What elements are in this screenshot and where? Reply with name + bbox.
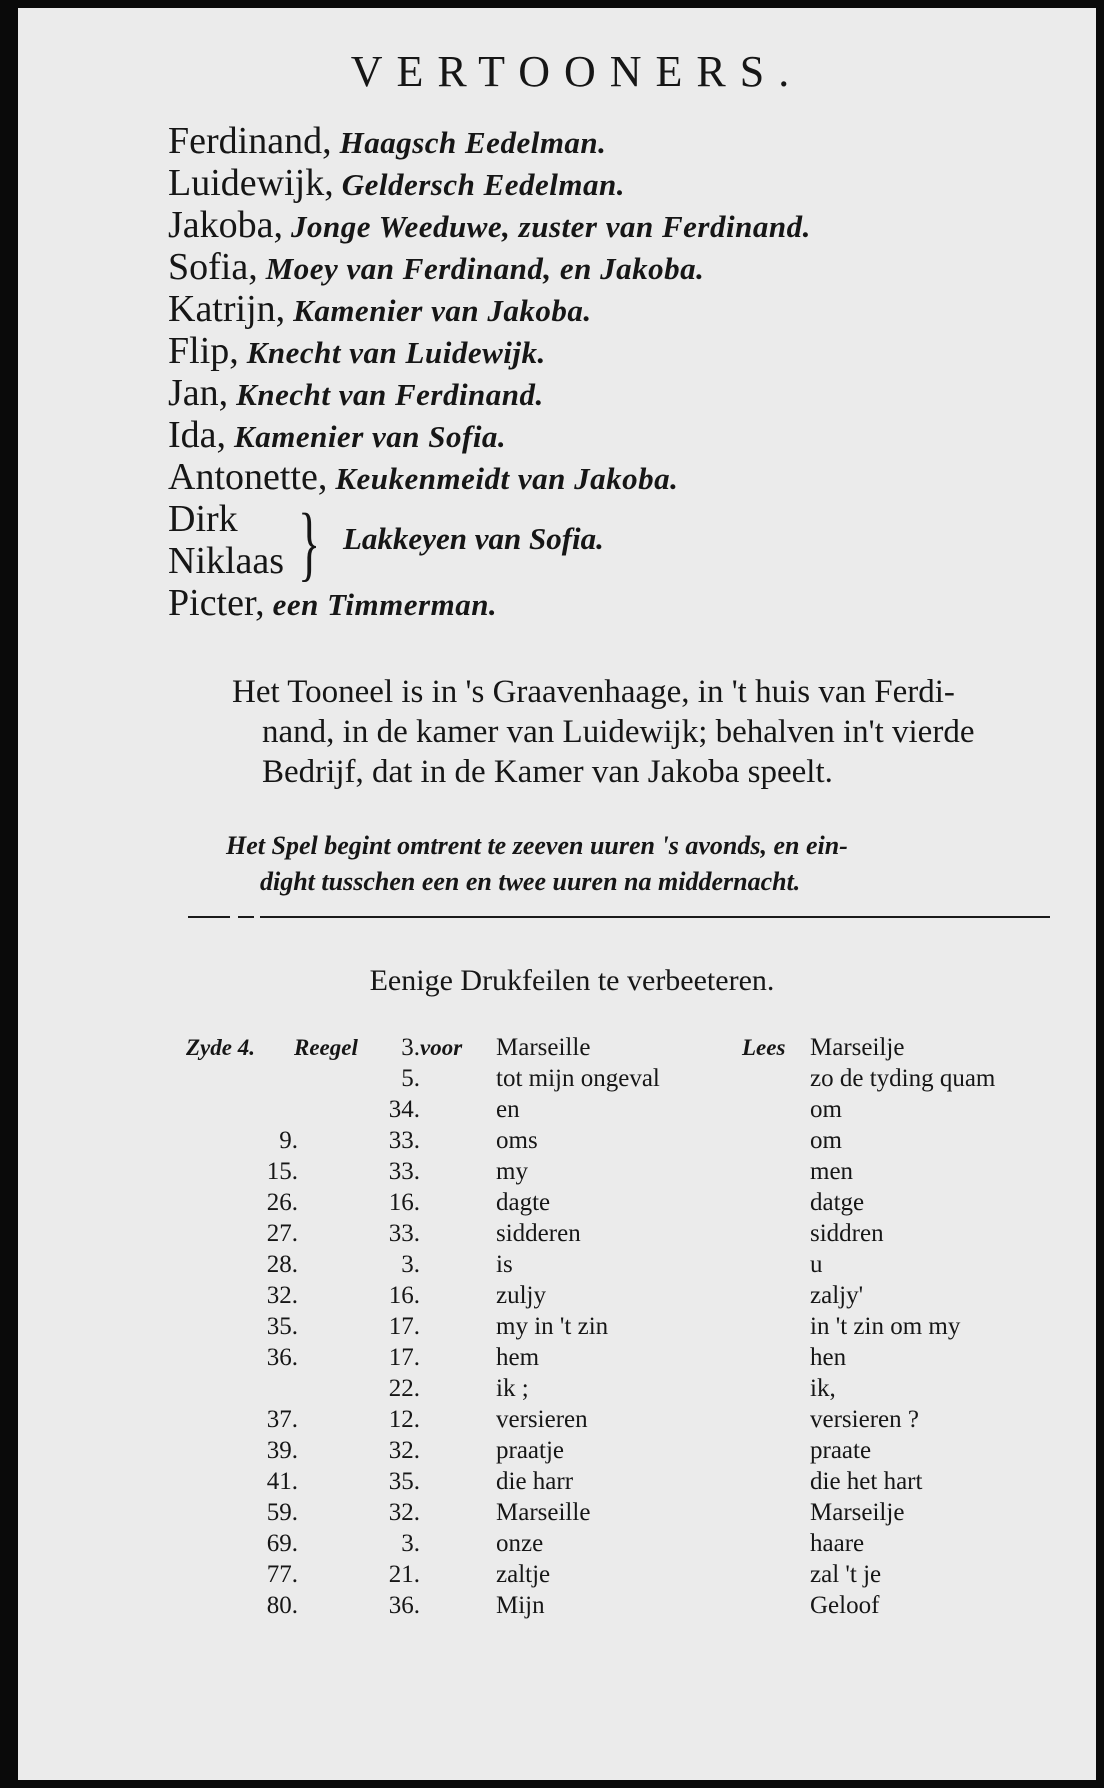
wrong-text: my in 't zin bbox=[496, 1313, 609, 1340]
brace-mark: } bbox=[298, 497, 321, 590]
page-number: 41. bbox=[266, 1468, 298, 1495]
document-page bbox=[18, 8, 1096, 1780]
cast-name: Sofia bbox=[168, 246, 249, 288]
cast-name: Niklaas bbox=[168, 540, 285, 582]
wrong-text: is bbox=[496, 1251, 513, 1278]
errata-row bbox=[18, 1156, 1096, 1187]
page-number: 77. bbox=[266, 1561, 298, 1588]
wrong-text: versieren bbox=[496, 1406, 588, 1433]
wrong-text: Marseille bbox=[496, 1499, 591, 1526]
line-number: 21. bbox=[388, 1561, 420, 1588]
page-number: 80. bbox=[266, 1592, 298, 1619]
line-number: 3. bbox=[401, 1034, 420, 1061]
correct-text: u bbox=[810, 1251, 823, 1278]
line-number: 16. bbox=[388, 1189, 420, 1216]
scene-line: Het Tooneel is in 's Graavenhaage, in 't huis van Ferdi- bbox=[232, 674, 955, 710]
line-number: 33. bbox=[388, 1158, 420, 1185]
page-number: 28. bbox=[266, 1251, 298, 1278]
cast-name: Jan bbox=[168, 372, 219, 414]
line-number: 33. bbox=[388, 1127, 420, 1154]
errata-table bbox=[18, 1032, 1096, 1621]
correct-text: men bbox=[810, 1158, 854, 1185]
time-line: dight tusschen een en twee uuren na middernacht. bbox=[260, 867, 801, 896]
scene-description bbox=[232, 672, 1082, 792]
cast-name: Ida bbox=[168, 414, 217, 456]
line-number: 5. bbox=[401, 1065, 420, 1092]
errata-row bbox=[18, 1311, 1096, 1342]
cast-entry: Ida, Kamenier van Sofia. bbox=[168, 414, 507, 456]
cast-entry: Luidewijk, Geldersch Eedelman. bbox=[168, 162, 626, 204]
correct-text: versieren ? bbox=[810, 1406, 919, 1433]
errata-header-row bbox=[18, 1032, 1096, 1063]
correct-text: zaljy' bbox=[810, 1282, 864, 1309]
page-number: 32. bbox=[266, 1282, 298, 1309]
wrong-text: Marseille bbox=[496, 1034, 591, 1061]
errata-row bbox=[18, 1404, 1096, 1435]
cast-role: Knecht van Ferdinand. bbox=[236, 377, 544, 412]
cast-role: Knecht van Luidewijk. bbox=[246, 335, 546, 370]
correct-text: praate bbox=[810, 1437, 872, 1464]
errata-row bbox=[18, 1342, 1096, 1373]
line-number: 33. bbox=[388, 1220, 420, 1247]
correct-text: hen bbox=[810, 1344, 847, 1371]
correct-text: datge bbox=[810, 1189, 865, 1216]
wrong-text: onze bbox=[496, 1530, 544, 1557]
divider-rule bbox=[188, 916, 1050, 918]
wrong-text: en bbox=[496, 1096, 520, 1123]
errata-row bbox=[18, 1528, 1096, 1559]
errata-rows bbox=[18, 1063, 1096, 1621]
errata-row bbox=[18, 1249, 1096, 1280]
correct-text: Geloof bbox=[810, 1592, 880, 1619]
cast-role: een Timmerman. bbox=[272, 587, 498, 622]
wrong-text: my bbox=[496, 1158, 528, 1185]
voor-label: voor bbox=[420, 1035, 463, 1060]
lees-label: Lees bbox=[742, 1035, 786, 1060]
line-number: 3. bbox=[401, 1530, 420, 1557]
cast-role: Kamenier van Sofia. bbox=[234, 419, 507, 454]
errata-row bbox=[18, 1125, 1096, 1156]
time-note bbox=[226, 828, 1086, 900]
correct-text: om bbox=[810, 1096, 842, 1123]
errata-row bbox=[18, 1435, 1096, 1466]
wrong-text: die harr bbox=[496, 1468, 574, 1495]
line-number: 36. bbox=[388, 1592, 420, 1619]
cast-name: Katrijn bbox=[168, 288, 276, 330]
reegel-label: Reegel bbox=[294, 1035, 358, 1060]
wrong-text: tot mijn ongeval bbox=[496, 1065, 660, 1092]
errata-row bbox=[18, 1497, 1096, 1528]
wrong-text: sidderen bbox=[496, 1220, 581, 1247]
errata-row bbox=[18, 1466, 1096, 1497]
page-number: 36. bbox=[266, 1344, 298, 1371]
cast-name: Jakoba bbox=[168, 204, 274, 246]
wrong-text: oms bbox=[496, 1127, 538, 1154]
cast-list bbox=[168, 120, 811, 624]
cast-group bbox=[168, 497, 811, 590]
cast-entry: Picter, een Timmerman. bbox=[168, 582, 498, 624]
cast-entry: Antonette, Keukenmeidt van Jakoba. bbox=[168, 456, 679, 498]
correct-text: ik, bbox=[810, 1375, 836, 1402]
line-number: 16. bbox=[388, 1282, 420, 1309]
cast-name: Luidewijk bbox=[168, 162, 325, 204]
wrong-text: ik ; bbox=[496, 1375, 529, 1402]
correct-text: in 't zin om my bbox=[810, 1313, 961, 1340]
correct-text: zal 't je bbox=[810, 1561, 882, 1588]
correct-text: haare bbox=[810, 1530, 865, 1557]
cast-name: Dirk bbox=[168, 498, 238, 540]
cast-entry: Sofia, Moey van Ferdinand, en Jakoba. bbox=[168, 246, 705, 288]
errata-row bbox=[18, 1590, 1096, 1621]
errata-row bbox=[18, 1063, 1096, 1094]
page-number: 9. bbox=[279, 1127, 298, 1154]
wrong-text: zuljy bbox=[496, 1282, 546, 1309]
time-line: Het Spel begint omtrent te zeeven uuren 's avonds, en ein- bbox=[226, 831, 848, 860]
page-title: VERTOONERS. bbox=[350, 47, 804, 96]
correct-text: Marseilje bbox=[810, 1499, 905, 1526]
line-number: 17. bbox=[388, 1344, 420, 1371]
cast-role: Kamenier van Jakoba. bbox=[293, 293, 592, 328]
cast-role: Keukenmeidt van Jakoba. bbox=[335, 461, 679, 496]
errata-row bbox=[18, 1373, 1096, 1404]
cast-name: Ferdinand bbox=[168, 120, 323, 162]
correct-text: om bbox=[810, 1127, 842, 1154]
line-number: 34. bbox=[388, 1096, 420, 1123]
wrong-text: praatje bbox=[496, 1437, 565, 1464]
cast-entry: Jakoba, Jonge Weeduwe, zuster van Ferdinand. bbox=[168, 204, 811, 246]
correct-text: Marseilje bbox=[810, 1034, 905, 1061]
page-number: 69. bbox=[266, 1530, 298, 1557]
cast-role: Haagsch Eedelman. bbox=[339, 125, 607, 160]
cast-role: Geldersch Eedelman. bbox=[341, 167, 626, 202]
page-number: 59. bbox=[266, 1499, 298, 1526]
correct-text: die het hart bbox=[810, 1468, 923, 1495]
correct-text: siddren bbox=[810, 1220, 884, 1247]
page-number: 35. bbox=[266, 1313, 298, 1340]
errata-row bbox=[18, 1280, 1096, 1311]
wrong-text: dagte bbox=[496, 1189, 551, 1216]
line-number: 17. bbox=[388, 1313, 420, 1340]
line-number: 12. bbox=[388, 1406, 420, 1433]
line-number: 32. bbox=[388, 1437, 420, 1464]
cast-entry: Katrijn, Kamenier van Jakoba. bbox=[168, 288, 592, 330]
wrong-text: zaltje bbox=[496, 1561, 551, 1588]
line-number: 3. bbox=[401, 1251, 420, 1278]
errata-row bbox=[18, 1559, 1096, 1590]
cast-name: Picter bbox=[168, 582, 256, 624]
page-number: 26. bbox=[266, 1189, 298, 1216]
zyde-label: Zyde 4. bbox=[186, 1035, 255, 1060]
line-number: 32. bbox=[388, 1499, 420, 1526]
cast-role: Moey van Ferdinand, en Jakoba. bbox=[265, 251, 705, 286]
scene-line: Bedrijf, dat in de Kamer van Jakoba speelt. bbox=[262, 754, 833, 790]
cast-role: Lakkeyen van Sofia. bbox=[343, 521, 604, 556]
line-number: 35. bbox=[388, 1468, 420, 1495]
errata-row bbox=[18, 1218, 1096, 1249]
wrong-text: Mijn bbox=[496, 1592, 545, 1619]
errata-row bbox=[18, 1094, 1096, 1125]
cast-name: Antonette bbox=[168, 456, 318, 498]
scene-line: nand, in de kamer van Luidewijk; behalven in't vierde bbox=[262, 714, 975, 750]
line-number: 22. bbox=[388, 1375, 420, 1402]
page-number: 27. bbox=[266, 1220, 298, 1247]
errata-row bbox=[18, 1187, 1096, 1218]
page-number: 15. bbox=[266, 1158, 298, 1185]
cast-entry: Jan, Knecht van Ferdinand. bbox=[168, 372, 544, 414]
cast-entry: Flip, Knecht van Luidewijk. bbox=[168, 330, 546, 372]
correct-text: zo de tyding quam bbox=[810, 1065, 996, 1092]
errata-title: Eenige Drukfeilen te verbeeteren. bbox=[369, 964, 775, 997]
cast-name: Flip bbox=[168, 330, 230, 372]
cast-entry: Ferdinand, Haagsch Eedelman. bbox=[168, 120, 607, 162]
page-number: 37. bbox=[266, 1406, 298, 1433]
cast-role: Jonge Weeduwe, zuster van Ferdinand. bbox=[291, 209, 811, 244]
wrong-text: hem bbox=[496, 1344, 540, 1371]
page-number: 39. bbox=[266, 1437, 298, 1464]
